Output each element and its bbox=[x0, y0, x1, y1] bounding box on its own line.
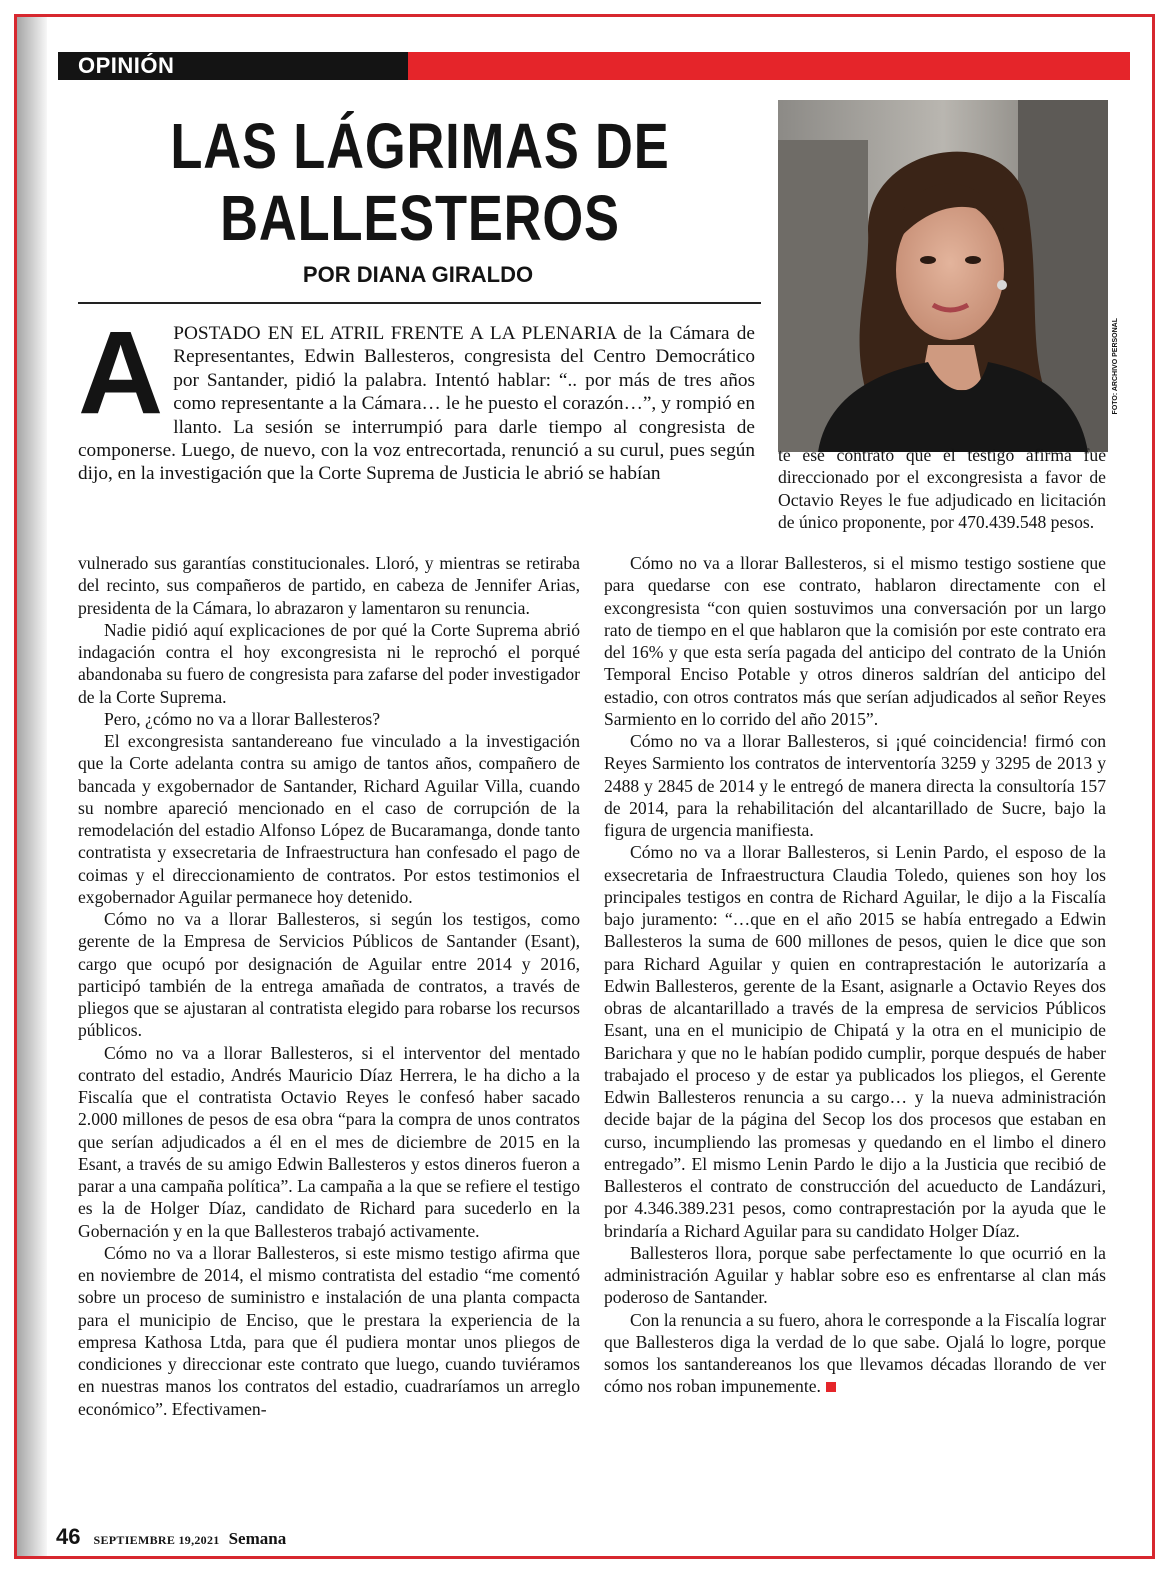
section-label: OPINIÓN bbox=[58, 52, 408, 80]
article-column-right bbox=[604, 552, 1106, 1398]
article-column-continuation bbox=[778, 444, 1106, 533]
lead-caps: POSTADO EN EL ATRIL FRENTE A LA PLENARIA bbox=[173, 323, 616, 344]
paragraph: Cómo no va a llorar Ballesteros, si Lenin Pardo, el esposo de la exsecretaria de Infraestructura Claudia Toledo, quienes son hoy los principales testigos en contra de Richard Aguilar, le dijo a la Fiscalía bajo juramento: “…que en el año 2015 se había entregado a Edwin Ballesteros la suma de 600 millones de pesos, quien le dice que son para Richard Aguilar y quien en contraprestación le autorizaría a Edwin Ballesteros, gerente de la Esant, asignarle a Octavio Reyes dos obras de alcantarillado a través de la empresa de servicios Públicos Esant, una en el municipio de Chipatá y la otra en el municipio de Barichara y que no le habían podido cumplir, porque después de haber trabajado el proceso y de estar ya publicados los pliegos, el Gerente Edwin Ballesteros renuncia a su cargo… y la nueva administración decide bajar de la página del Secop los dos procesos que estaban en curso, incumpliendo las promesas y quedando en el limbo el dinero entregado”. El mismo Lenin Pardo le dijo a la Justicia que recibió de Ballesteros el contrato de construcción del acueducto de Landázuri, por 4.346.389.231 pesos, como contraprestación por la ayuda que le brindaría a Richard Aguilar para su candidato Holger Díaz. bbox=[604, 842, 1106, 1241]
author-photo bbox=[778, 100, 1108, 452]
paragraph bbox=[604, 1309, 1106, 1398]
page-footer bbox=[56, 1524, 286, 1550]
paragraph: vulnerado sus garantías constitucionales. Lloró, y mientras se retiraba del recinto, sus compañeros de partido, en cabeza de Jennifer Arias, presidenta de la Cámara, lo abrazaron y lamentaron su renuncia. bbox=[78, 553, 580, 618]
paragraph: Cómo no va a llorar Ballesteros, si el mismo testigo sostiene que para quedarse con ese contrato, hablaron directamente con el excongresista “con quien sostuvimos una conversación por un largo rato de tiempo en el que hablaron que la comisión por este contrato era del 16% y que esta sería pagada del anticipo del contrato de la Unión Temporal Enciso Potable y otros dineros saldrían del anticipo del estadio, con otros contratos más que serían adjudicados al señor Reyes Sarmiento en lo corrido del año 2015”. bbox=[604, 553, 1106, 729]
paragraph: Cómo no va a llorar Ballesteros, si según los testigos, como gerente de la Empresa de Servicios Públicos de Santander (Esant), cargo que ocupó por designación de Aguilar entre 2014 y 2016, participó también de la entrega amañada de contratos, a través de pliegos que se ajustaran al contratista elegido para robarse los recursos públicos. bbox=[78, 909, 580, 1041]
paragraph: Cómo no va a llorar Ballesteros, si el interventor del mentado contrato del estadio, Andrés Mauricio Díaz Herrera, le ha dicho a la Fiscalía que el contratista Octavio Reyes le confesó haber sacado 2.000 millones de pesos de esa obra “para la compra de unos contratos que serían adjudicados a él en el mes de diciembre de 2015 en la Esant, a través de su amigo Edwin Ballesteros y estos dineros fueron a parar a una campaña política”. La campaña a la que se refiere el testigo es la de Holger Díaz, candidato de Richard para sucederlo en la Gobernación y en la que Ballesteros trabajó activamente. bbox=[78, 1042, 580, 1241]
byline: POR DIANA GIRALDO bbox=[302, 262, 534, 287]
author-portrait-image bbox=[778, 100, 1108, 452]
headline: LAS LÁGRIMAS DE BALLESTEROS bbox=[170, 110, 670, 254]
page-gutter-shadow bbox=[17, 17, 47, 1556]
closing-text: Con la renuncia a su fuero, ahora le corresponde a la Fiscalía lograr que Ballesteros diga la verdad de lo que sabe. Ojalá lo logre, porque somos los santandereanos los que llevamos décadas llorando de ver cómo nos roban impunemente. bbox=[604, 1309, 1106, 1397]
drop-cap: A bbox=[78, 307, 164, 439]
paragraph: te ese contrato que el testigo afirma fue direccionado por el excongresista a favor de Octavio Reyes le fue adjudicado en licitación de único proponente, por 470.439.548 pesos. bbox=[778, 445, 1106, 532]
page-number: 46 bbox=[56, 1524, 81, 1549]
lead-paragraph bbox=[78, 307, 755, 486]
issue-date: SEPTIEMBRE 19,2021 bbox=[93, 1533, 220, 1547]
paragraph: Ballesteros llora, porque sabe perfectamente lo que ocurrió en la administración Aguilar y hablar sobre eso es enfrentarse al clan más poderoso de Santander. bbox=[604, 1242, 1106, 1308]
paragraph: Pero, ¿cómo no va a llorar Ballesteros? bbox=[104, 708, 381, 729]
magazine-name: Semana bbox=[228, 1529, 287, 1548]
section-bar bbox=[58, 52, 1130, 80]
lead-text: de la Cámara de Representantes, Edwin Ballesteros, congresista del Centro Democrático por Santander, pidió la palabra. Intentó hablar: “.. por más de tres años como representante a la Cámara… le he puesto el corazón…”, y rompió en llanto. La sesión se interrumpió para darle tiempo al congresista de componerse. Luego, de nuevo, con la voz entrecortada, renunció a su curul, pues según dijo, en la investigación que la Corte Suprema de Justicia le abrió se habían bbox=[78, 323, 755, 485]
paragraph: El excongresista santandereano fue vinculado a la investigación que la Corte adelanta contra su amigo de tantos años, compañero de bancada y exgobernador de Santander, Richard Aguilar Villa, cuando su nombre apareció mencionado en el caso de corrupción de la remodelación del estadio Alfonso López de Bucaramanga, donde tanto contratista y exsecretaria de Infraestructura han confesado el pago de coimas y el direccionamiento de contratos. Por estos testimonios el exgobernador Aguilar permanece hoy detenido. bbox=[78, 731, 580, 907]
paragraph: Cómo no va a llorar Ballesteros, si este mismo testigo afirma que en noviembre de 2014, el mismo contratista del estadio “me comentó sobre un proceso de suministro e instalación de una planta compacta para el municipio de Enciso, que le prestara la experiencia de la empresa Kathosa Ltda, para que él pudiera montar unos pliegos de condiciones y direccionar este contrato que luego, cuando tuviéramos en nuestras manos los contratos del estadio, cuadraríamos un arreglo económico”. Efectivamen- bbox=[78, 1242, 580, 1419]
paragraph: Nadie pidió aquí explicaciones de por qué la Corte Suprema abrió indagación contra el hoy excongresista ni le reprochó el porqué abandonaba su fuero de congresista para zafarse del poder investigador de la Corte Suprema. bbox=[78, 619, 580, 707]
headline-rule bbox=[78, 302, 761, 304]
paragraph: Cómo no va a llorar Ballesteros, si ¡qué coincidencia! firmó con Reyes Sarmiento los contratos de interventoría 3259 y 3295 de 2013 y 2488 y 2845 de 2014 y le entregó de manera directa la consultoría 157 de 2014, para la rehabilitación del alcantarillado de Sucre, bajo la figura de urgencia manifiesta. bbox=[604, 731, 1106, 840]
article-column-left bbox=[78, 552, 580, 1420]
end-mark-icon bbox=[826, 1382, 836, 1392]
photo-credit: FOTO: ARCHIVO PERSONAL bbox=[1112, 318, 1119, 415]
